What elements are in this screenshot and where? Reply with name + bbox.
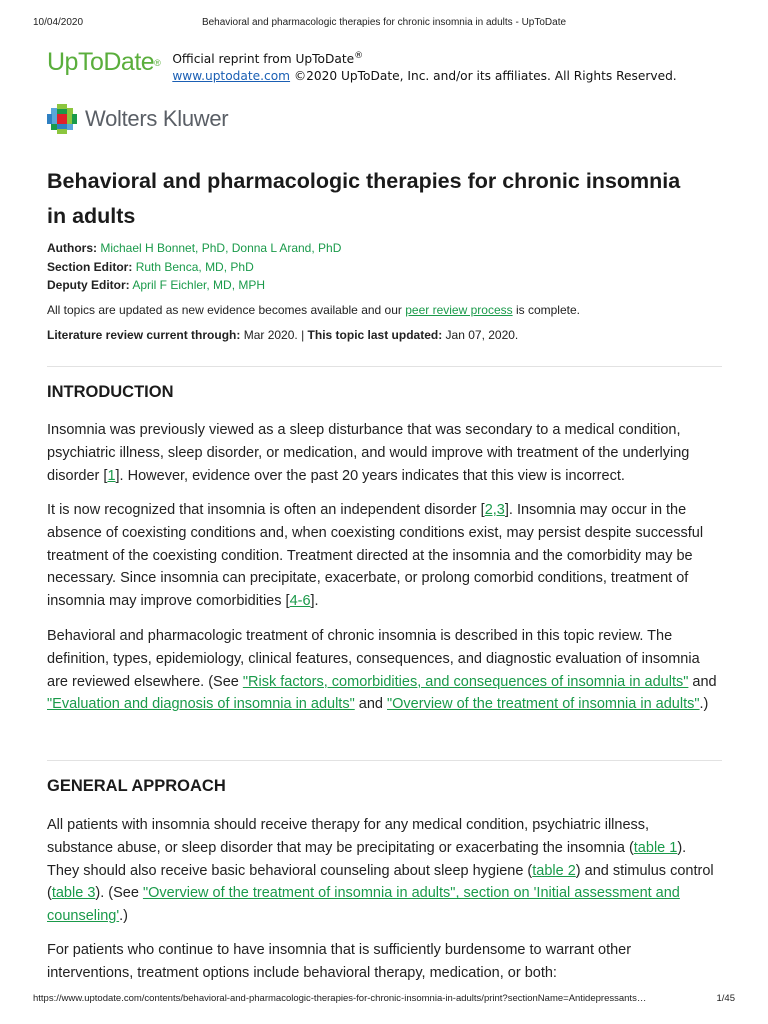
article-title: Behavioral and pharmacologic therapies for chronic insomnia in adults (47, 169, 681, 228)
table-link-3[interactable]: table 3 (51, 885, 96, 902)
brand-bar (47, 48, 677, 85)
print-footer (33, 993, 735, 1004)
page-number: 1/45 (716, 993, 735, 1004)
section-editor-value[interactable]: Ruth Benca, MD, PhD (135, 260, 254, 274)
section-editor-line: Section Editor: Ruth Benca, MD, PhD (47, 260, 254, 274)
reprint-notice: Official reprint from UpToDate® www.uptodate.com ©2020 UpToDate, Inc. and/or its affiliates. All Rights Reserved. (172, 51, 677, 84)
section-heading-general-approach: GENERAL APPROACH (47, 777, 226, 795)
deputy-editor-line: Deputy Editor: April F Eichler, MD, MPH (47, 278, 266, 292)
deputy-editor-value[interactable]: April F Eichler, MD, MPH (132, 278, 266, 292)
table-link-2[interactable]: table 2 (532, 862, 576, 879)
print-date: 10/04/2020 (33, 17, 84, 28)
table-link-1[interactable]: table 1 (633, 839, 678, 856)
update-note: All topics are updated as new evidence becomes available and our peer review process is complete. (47, 303, 580, 317)
intro-paragraph-1: Insomnia was previously viewed as a sleep disturbance that was secondary to a medical condition, psychiatric illness, sleep disorder, or medication, and would improve with treatment of the underlying disorder [1]. However, evidence over the past 20 years indicates that this view is incorrect. (47, 422, 690, 484)
wolters-kluwer-logo[interactable] (47, 104, 228, 134)
general-paragraph-1: All patients with insomnia should receive therapy for any medical condition, psychiatric illness, substance abuse, or sleep disorder that may be precipitating or exacerbating the insomnia (table 1). They should also receive basic behavioral counseling about sleep hygiene (table 2) and stimulus control (table 3). (See "Overview of the treatment of insomnia in adults", section on 'Initial assessment and counseling'.) (47, 817, 714, 925)
print-url: https://www.uptodate.com/contents/behavioral-and-pharmacologic-therapies-for-chronic-insomnia-in-adults/print?sectionName=Antidepressants… (33, 993, 647, 1004)
uptodate-logo[interactable]: UpToDate® (47, 48, 161, 76)
peer-review-link[interactable]: peer review process (405, 303, 513, 317)
section-heading-introduction: INTRODUCTION (47, 383, 174, 401)
divider (47, 366, 722, 367)
topic-link-risk-factors[interactable]: "Risk factors, comorbidities, and consequences of insomnia in adults" (242, 673, 689, 690)
authors-value[interactable]: Michael H Bonnet, PhD, Donna L Arand, PhD (100, 241, 342, 255)
wolters-kluwer-mark-icon (47, 104, 77, 134)
reference-link[interactable]: 1 (107, 467, 116, 484)
print-header (33, 17, 735, 28)
publisher-name: Wolters Kluwer (85, 106, 229, 131)
general-paragraph-2: For patients who continue to have insomnia that is sufficiently burdensome to warrant other interventions, treatment options include behavioral therapy, medication, or both: (47, 942, 632, 981)
intro-paragraph-2: It is now recognized that insomnia is often an independent disorder [2,3]. Insomnia may occur in the absence of coexisting conditions and, when coexisting conditions exist, may persist despite successful treatment of the coexisting condition. Treatment directed at the insomnia and the comorbidity may be necessary. Since insomnia can precipitate, exacerbate, or prolong comorbid conditions, treatment of insomnia may improve comorbidities [4-6]. (47, 502, 704, 610)
reference-link[interactable]: 2,3 (484, 502, 505, 518)
copyright-text: ©2020 UpToDate, Inc. and/or its affiliates. All Rights Reserved. (293, 69, 677, 84)
divider (47, 760, 722, 761)
intro-paragraph-3: Behavioral and pharmacologic treatment of chronic insomnia is described in this topic review. The definition, types, epidemiology, clinical features, consequences, and diagnostic evaluation of insomnia are reviewed elsewhere. (See "Risk factors, comorbidities, and consequences of insomnia in adults" and "Evaluation and diagnosis of insomnia in adults" and "Overview of the treatment of insomnia in adults".) (47, 628, 717, 713)
topic-link-evaluation[interactable]: "Evaluation and diagnosis of insomnia in adults" (47, 696, 355, 713)
authors-line: Authors: Michael H Bonnet, PhD, Donna L Arand, PhD (47, 241, 342, 255)
topic-link-overview[interactable]: "Overview of the treatment of insomnia in adults" (387, 696, 700, 713)
uptodate-link[interactable]: www.uptodate.com (172, 69, 291, 84)
reprint-text: Official reprint from UpToDate (172, 52, 355, 67)
print-page-title: Behavioral and pharmacologic therapies for chronic insomnia in adults - UpToDate (201, 17, 567, 28)
reference-link[interactable]: 4-6 (289, 593, 311, 610)
topic-link-initial-assessment[interactable]: "Overview of the treatment of insomnia in adults", section on 'Initial assessment and counseling' (47, 885, 680, 925)
review-dates: Literature review current through: Mar 2020. | This topic last updated: Jan 07, 2020. (47, 328, 519, 342)
